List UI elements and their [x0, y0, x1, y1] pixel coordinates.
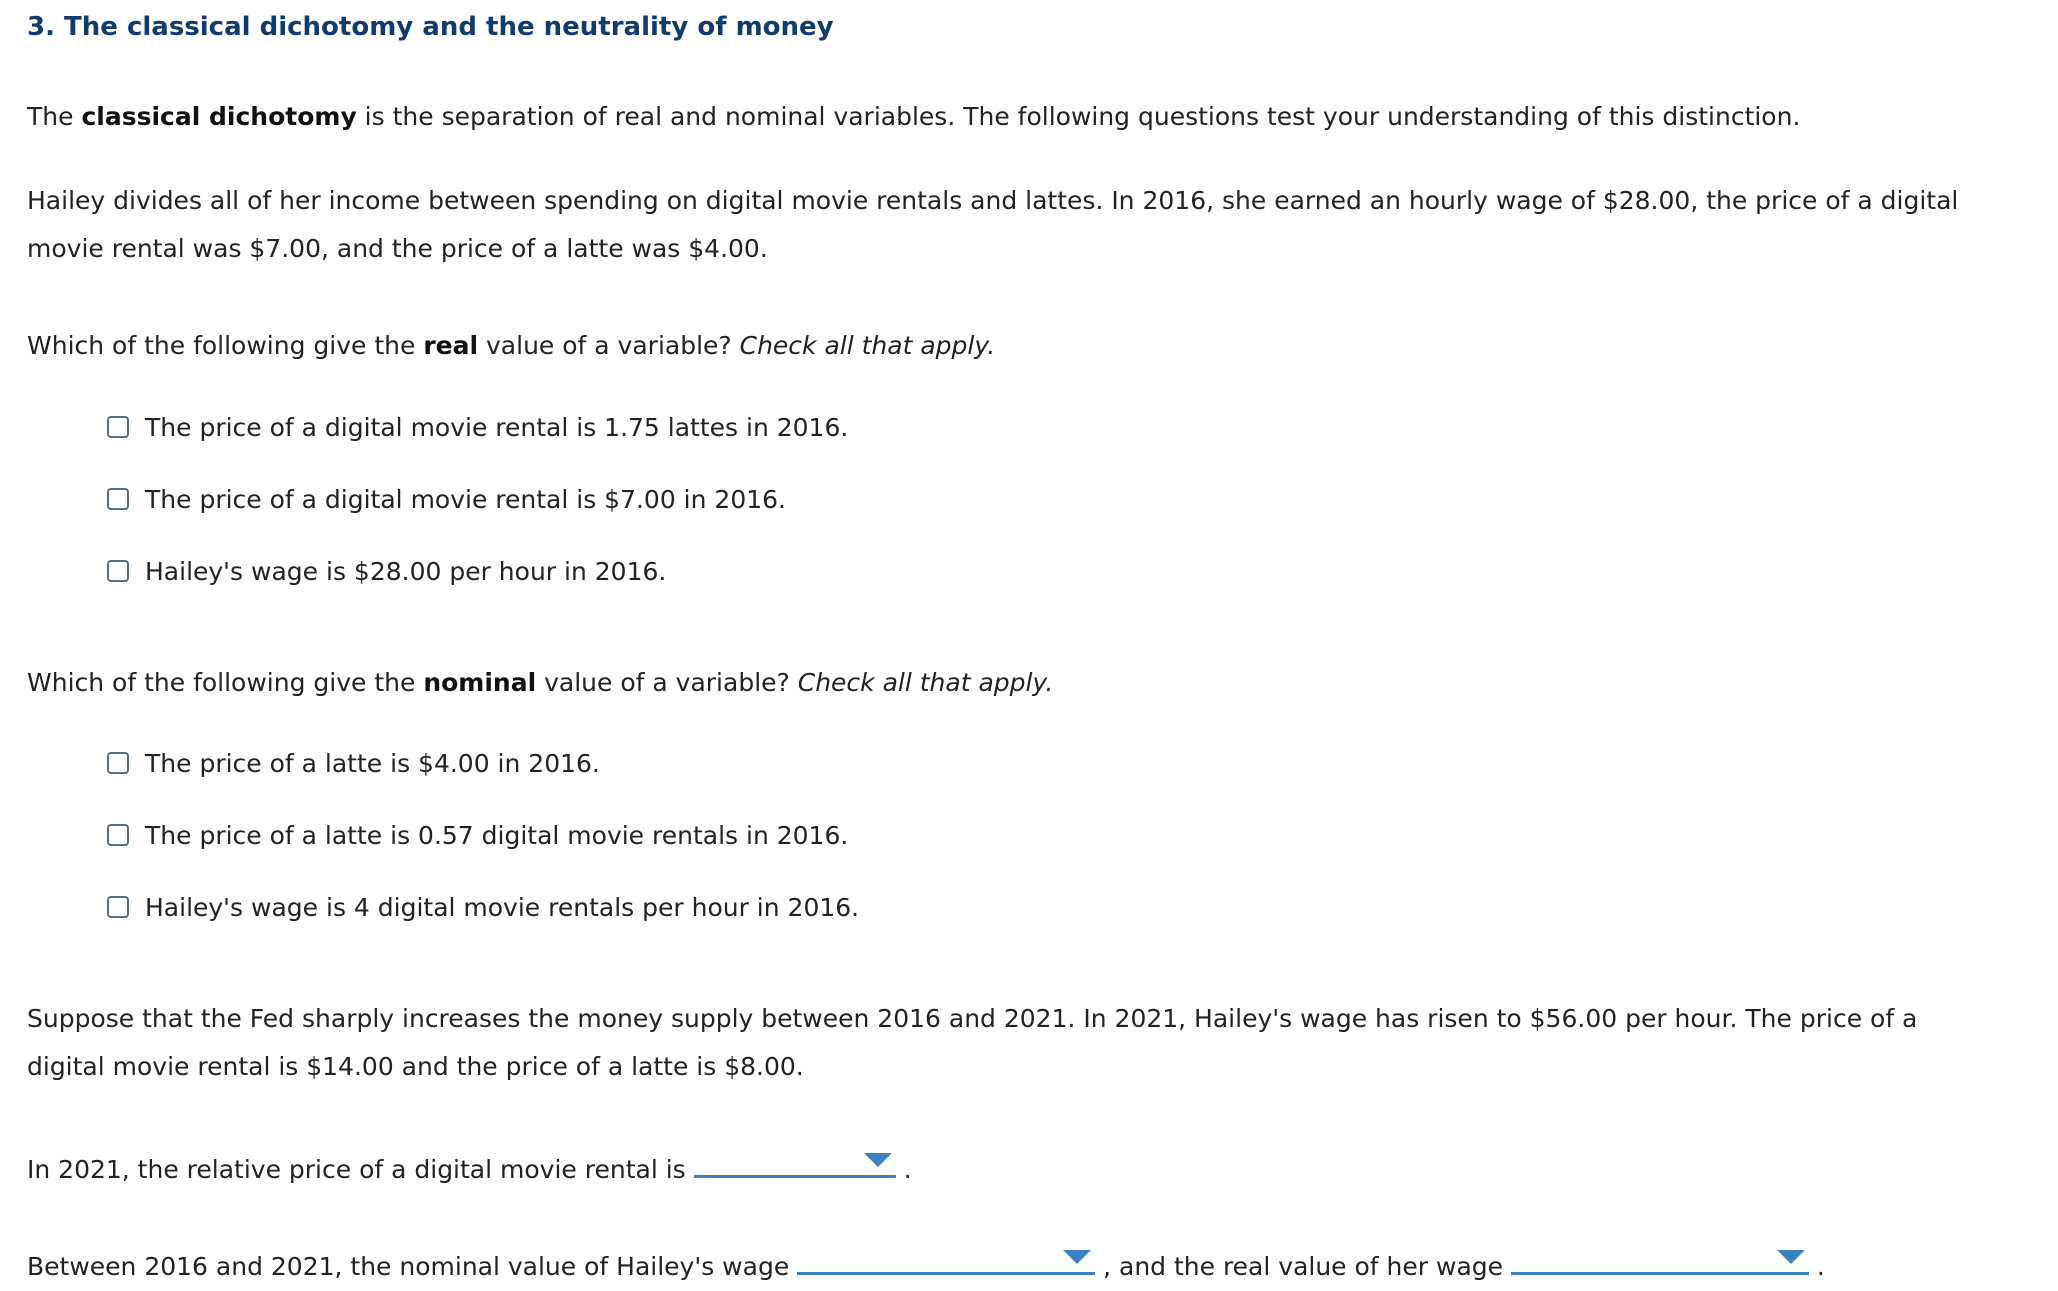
- scenario-line-2: movie rental was $7.00, and the price of a latte was $4.00.: [27, 234, 768, 263]
- real-option-1-label: The price of a digital movie rental is 1.75 lattes in 2016.: [145, 412, 849, 442]
- question-real-instruction: Check all that apply.: [739, 331, 996, 360]
- real-option-1[interactable]: [107, 411, 848, 443]
- question-real-pre: Which of the following give the: [27, 331, 424, 360]
- fed-line-2: digital movie rental is $14.00 and the price of a latte is $8.00.: [27, 1052, 804, 1081]
- intro-paragraph: [27, 93, 1800, 141]
- relative-price-end: .: [895, 1155, 912, 1184]
- question-nominal-pre: Which of the following give the: [27, 668, 424, 697]
- checkbox-unchecked-icon[interactable]: [107, 752, 129, 774]
- question-nominal-bold: nominal: [423, 668, 537, 697]
- relative-price-question: [27, 1141, 912, 1194]
- relative-price-dropdown[interactable]: [694, 1141, 896, 1178]
- intro-text-bold: classical dichotomy: [81, 102, 357, 131]
- question-nominal-instruction: Check all that apply.: [797, 668, 1054, 697]
- nominal-option-3-label: Hailey's wage is 4 digital movie rentals per hour in 2016.: [145, 892, 860, 922]
- question-nominal-post: value of a variable?: [536, 668, 798, 697]
- real-option-3-label: Hailey's wage is $28.00 per hour in 2016.: [145, 556, 667, 586]
- wage-change-text-pre: Between 2016 and 2021, the nominal value of Hailey's wage: [27, 1252, 798, 1281]
- nominal-wage-dropdown[interactable]: [797, 1238, 1095, 1275]
- intro-text-pre: The: [27, 102, 82, 131]
- fed-line-1: Suppose that the Fed sharply increases the money supply between 2016 and 2021. In 2021, Hailey's wage has risen to $56.00 per hour. The price of a: [27, 1004, 1918, 1033]
- nominal-option-1[interactable]: [107, 747, 600, 779]
- scenario-paragraph: [27, 177, 1958, 273]
- checkbox-unchecked-icon[interactable]: [107, 896, 129, 918]
- wage-change-text-mid: , and the real value of her wage: [1095, 1252, 1511, 1281]
- real-wage-dropdown[interactable]: [1511, 1238, 1809, 1275]
- question-real: [27, 322, 995, 370]
- page-title: 3. The classical dichotomy and the neutrality of money: [27, 12, 834, 42]
- wage-change-text-end: .: [1808, 1252, 1825, 1281]
- intro-text-post: is the separation of real and nominal variables. The following questions test your understanding of this distinction.: [356, 102, 1801, 131]
- triangle-down-icon: [1063, 1250, 1091, 1264]
- checkbox-unchecked-icon[interactable]: [107, 824, 129, 846]
- nominal-option-2[interactable]: [107, 819, 848, 851]
- scenario-line-1: Hailey divides all of her income between spending on digital movie rentals and lattes. In 2016, she earned an hourly wage of $28.00, the price of a digital: [27, 186, 1959, 215]
- nominal-option-1-label: The price of a latte is $4.00 in 2016.: [145, 748, 600, 778]
- relative-price-text: In 2021, the relative price of a digital movie rental is: [27, 1155, 694, 1184]
- question-real-post: value of a variable?: [478, 331, 740, 360]
- real-option-3[interactable]: [107, 555, 666, 587]
- question-real-bold: real: [423, 331, 479, 360]
- triangle-down-icon: [864, 1153, 892, 1167]
- question-nominal: [27, 659, 1053, 707]
- wage-change-question: [27, 1238, 1825, 1291]
- real-option-2-label: The price of a digital movie rental is $7.00 in 2016.: [145, 484, 786, 514]
- checkbox-unchecked-icon[interactable]: [107, 416, 129, 438]
- checkbox-unchecked-icon[interactable]: [107, 488, 129, 510]
- triangle-down-icon: [1777, 1250, 1805, 1264]
- real-option-2[interactable]: [107, 483, 786, 515]
- checkbox-unchecked-icon[interactable]: [107, 560, 129, 582]
- fed-paragraph: [27, 995, 1917, 1091]
- nominal-option-2-label: The price of a latte is 0.57 digital movie rentals in 2016.: [145, 820, 849, 850]
- nominal-option-3[interactable]: [107, 891, 859, 923]
